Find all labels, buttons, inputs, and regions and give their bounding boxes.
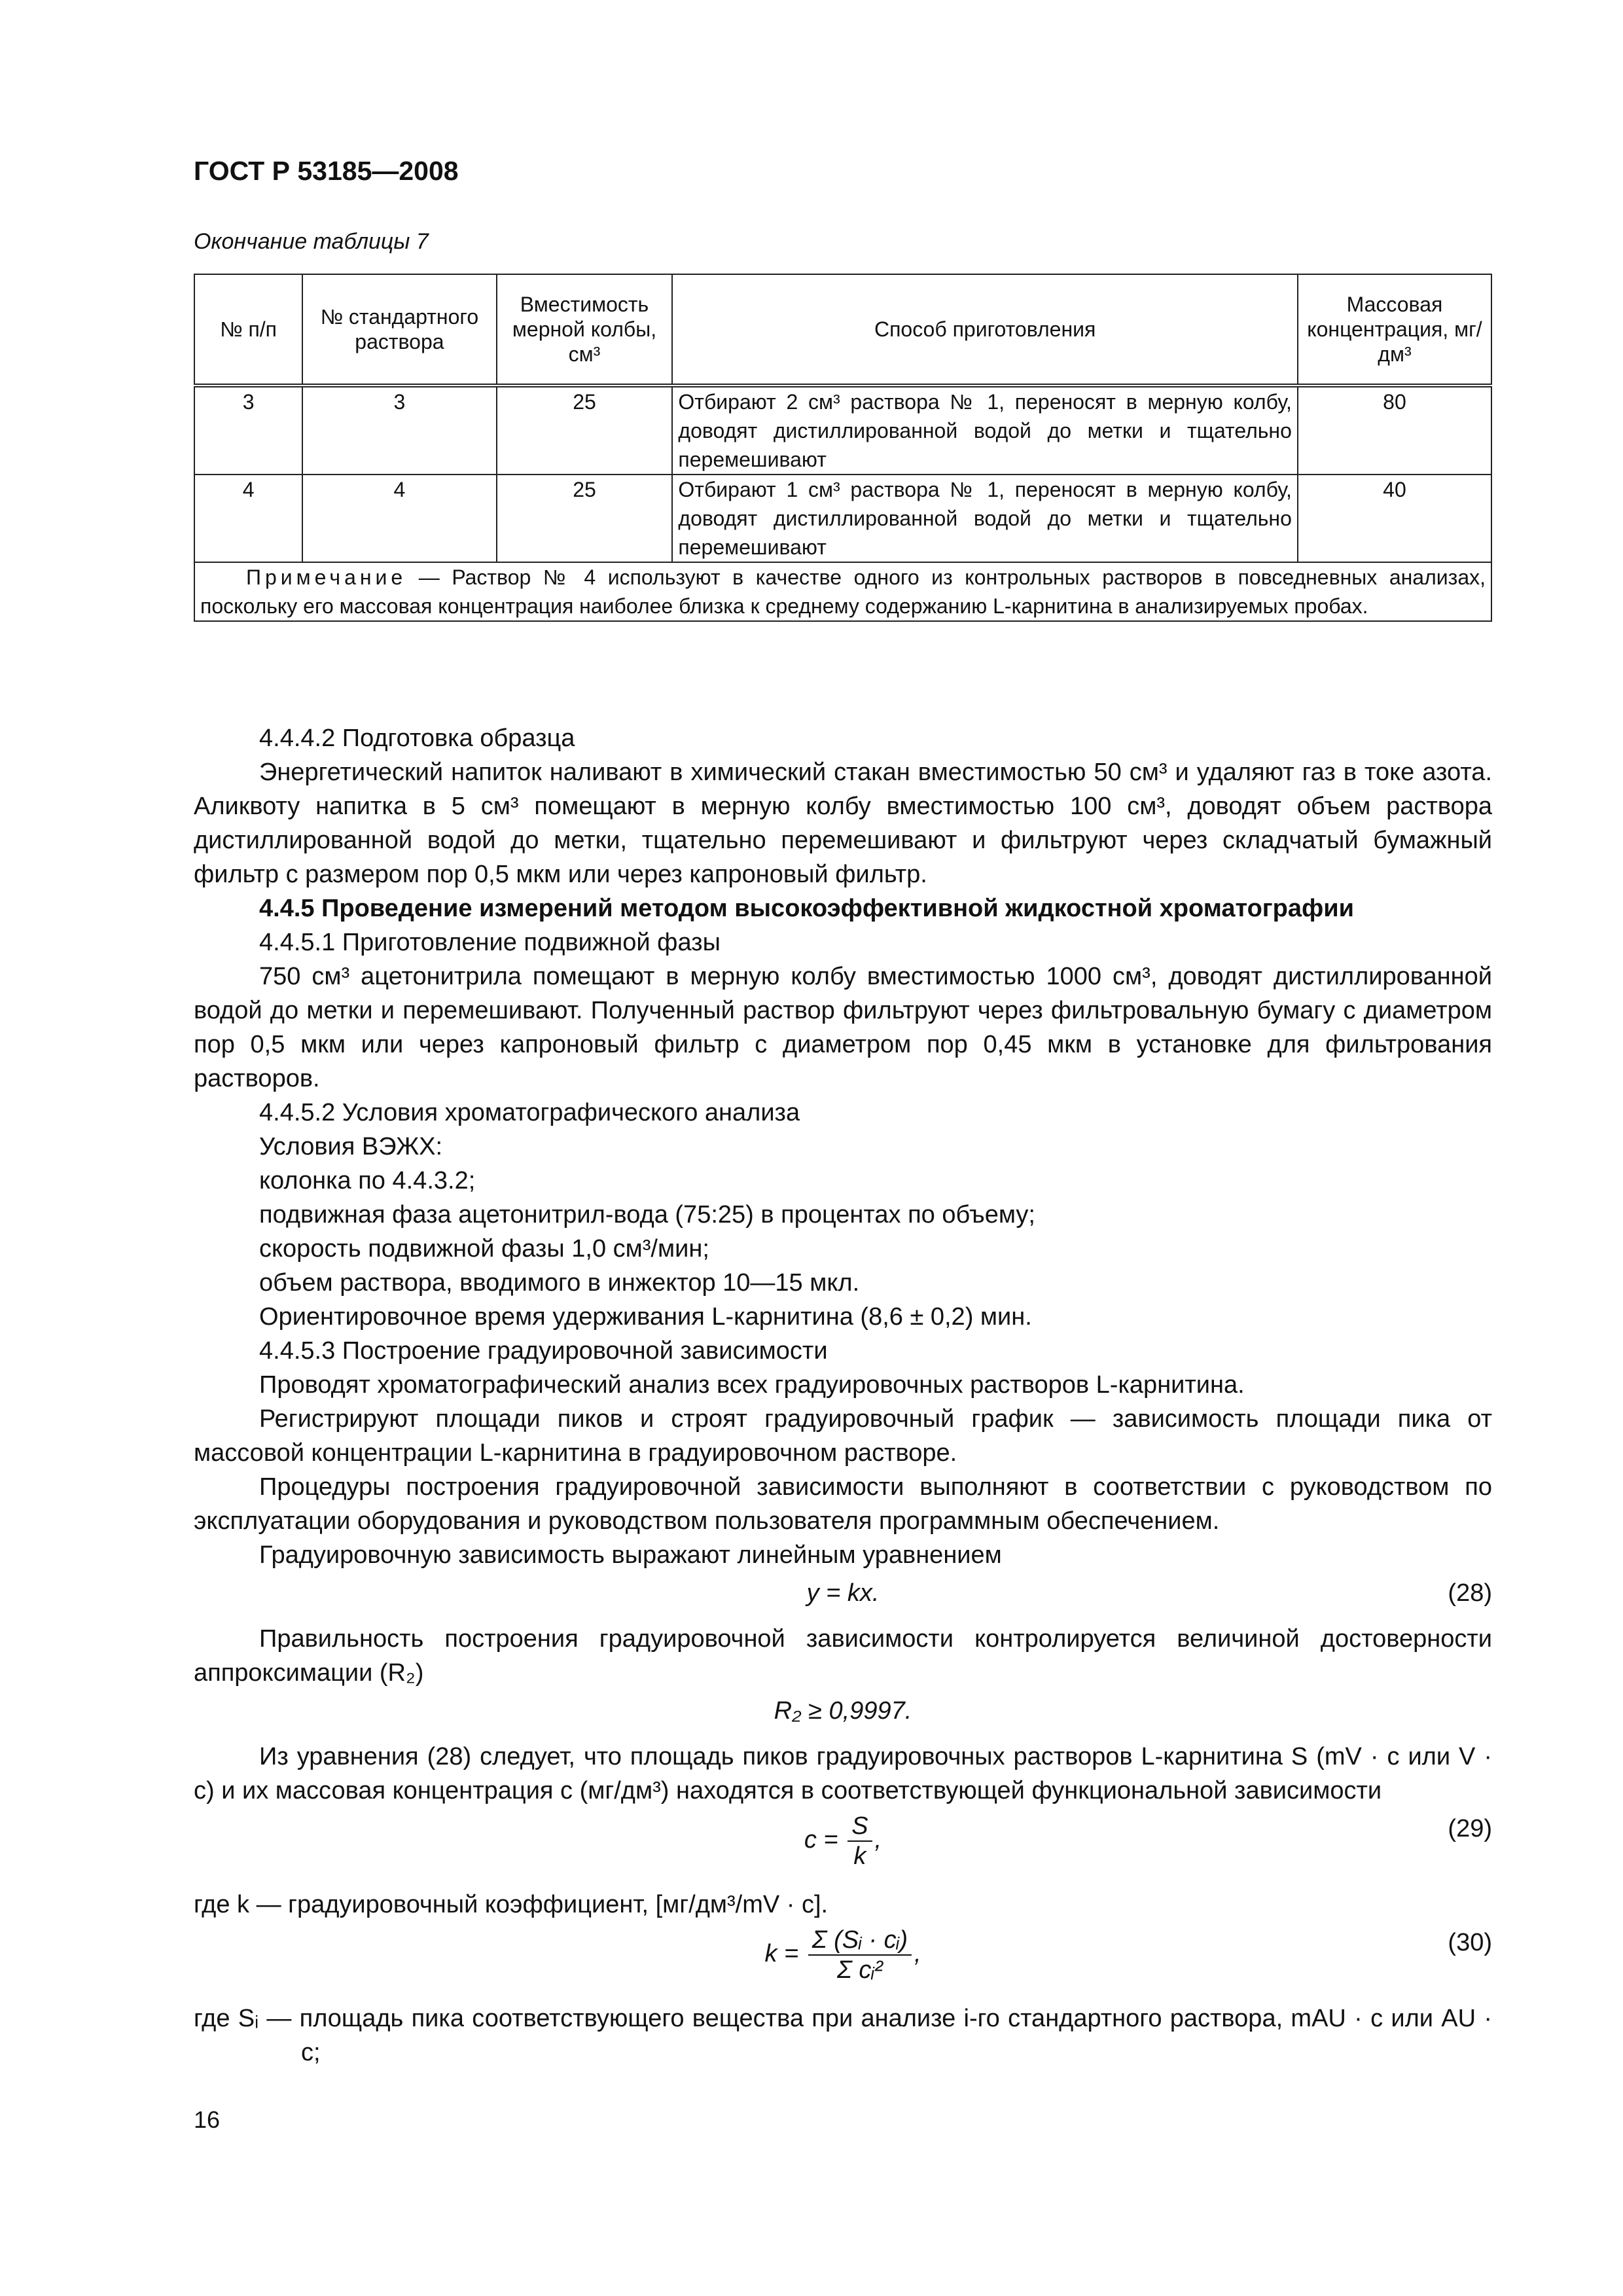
paragraph: Градуировочную зависимость выражают линейным уравнением [259,1541,1002,1569]
table-note-row [194,562,1491,621]
cell-method: Отбирают 1 см³ раствора № 1, переносят в мерную колбу, доводят дистиллированной водой до метки и тщательно перемешивают [672,475,1297,562]
paragraph: Из уравнения (28) следует, что площадь пиков градуировочных растворов L-карнитина S (mV · с или V · с) и их массовая концентрация c (мг/дм³) находятся в соответствующей функциональной зависимости [194,1743,1492,1804]
fraction-numerator: S [847,1812,872,1842]
formula-expression: R₂ ≥ 0,9997. [774,1697,912,1725]
table-caption: Окончание таблицы 7 [194,229,429,254]
cell-mass: 40 [1298,475,1491,562]
document-title: ГОСТ Р 53185—2008 [194,156,459,186]
paragraph: Правильность построения градуировочной зависимости контролируется величиной достоверности аппроксимации (R₂) [194,1625,1492,1687]
list-item: объем раствора, вводимого в инжектор 10—15 мкл. [259,1269,860,1297]
list-item: колонка по 4.4.3.2; [259,1167,476,1194]
note-label: Примечание [246,565,407,589]
formula-expression [194,1812,1492,1871]
paragraph: 750 см³ ацетонитрила помещают в мерную колбу вместимостью 1000 см³, доводят дистиллированной водой до метки и перемешивают. Полученный раствор фильтруют через фильтровальную бумагу с диаметром пор 0,5 мкм или через капроновый фильтр с диаметром пор 0,45 мкм в установке для фильтрования растворов. [194,963,1492,1092]
list-item: подвижная фаза ацетонитрил-вода (75:25) в процентах по объему; [259,1201,1035,1229]
col-header-standard: № стандартного раствора [302,274,496,386]
paragraph: Проводят хроматографический анализ всех градуировочных растворов L-карнитина. [259,1371,1245,1399]
fraction-numerator: Σ (Sᵢ · cᵢ) [808,1926,912,1956]
cell-mass: 80 [1298,386,1491,475]
col-header-method: Способ приготовления [672,274,1297,386]
formula-lhs: c = [804,1826,838,1854]
note-text: — Раствор № 4 используют в качестве одного из контрольных растворов в повседневных анализах, поскольку его массовая концентрация наиболее близка к среднему содержанию L-карнитина в анализируемых пробах. [200,565,1486,618]
list-item: Ориентировочное время удерживания L-карнитина (8,6 ± 0,2) мин. [259,1303,1032,1331]
body-text [194,721,1492,2070]
formula-30 [194,1926,1492,1994]
formula-tail: , [874,1826,882,1854]
fraction [847,1812,872,1871]
formula-number: (29) [1448,1815,1492,1842]
section-heading: 4.4.4.2 Подготовка образца [259,725,575,752]
page-number: 16 [194,2106,221,2133]
fraction [808,1926,912,1984]
cell-number: 4 [194,475,302,562]
formula-expression: y = kx. [806,1579,880,1607]
col-header-volume: Вместимость мерной колбы, см³ [497,274,673,386]
formula-r2 [194,1694,1492,1732]
table-row [194,475,1491,562]
table-row [194,386,1491,475]
solutions-table [194,274,1492,622]
cell-volume: 25 [497,386,673,475]
formula-29 [194,1812,1492,1880]
table-note [194,562,1491,621]
cell-volume: 25 [497,475,673,562]
formula-lhs: k = [764,1940,799,1968]
paragraph: Энергетический напиток наливают в химический стакан вместимостью 50 см³ и удаляют газ в токе азота. Аликвоту напитка в 5 см³ помещают в мерную колбу вместимостью 100 см³, доводят объем раствора дистиллированной водой до метки, тщательно перемешивают и фильтруют через складчатый бумажный фильтр с размером пор 0,5 мкм или через капроновый фильтр. [194,759,1492,888]
formula-28 [194,1576,1492,1614]
paragraph: где Sᵢ — площадь пика соответствующего вещества при анализе i-го стандартного раствора, mAU · с или AU · с; [194,2005,1492,2066]
fraction-denominator: k [853,1842,866,1870]
formula-tail: , [914,1940,921,1968]
section-heading: 4.4.5.1 Приготовление подвижной фазы [259,929,721,956]
fraction-denominator: Σ cᵢ² [837,1956,883,1984]
cell-standard: 4 [302,475,496,562]
list-item: скорость подвижной фазы 1,0 см³/мин; [259,1235,709,1263]
formula-expression [194,1926,1492,1984]
cell-number: 3 [194,386,302,475]
paragraph: Регистрируют площади пиков и строят градуировочный график — зависимость площади пика от массовой концентрации L-карнитина в градуировочном растворе. [194,1405,1492,1467]
paragraph: где k — градуировочный коэффициент, [мг/дм³/mV · с]. [194,1891,829,1918]
col-header-number: № п/п [194,274,302,386]
cell-method: Отбирают 2 см³ раствора № 1, переносят в мерную колбу, доводят дистиллированной водой до метки и тщательно перемешивают [672,386,1297,475]
section-heading-bold: 4.4.5 Проведение измерений методом высокоэффективной жидкостной хроматографии [259,895,1354,922]
section-heading: 4.4.5.2 Условия хроматографического анализа [259,1099,800,1126]
section-heading: 4.4.5.3 Построение градуировочной зависимости [259,1337,828,1365]
table-header-row [194,274,1491,386]
cell-standard: 3 [302,386,496,475]
formula-number: (28) [1448,1579,1492,1607]
formula-number: (30) [1448,1929,1492,1956]
col-header-mass: Массовая концентрация, мг/дм³ [1298,274,1491,386]
paragraph: Процедуры построения градуировочной зависимости выполняют в соответствии с руководством по эксплуатации оборудования и руководством пользователя программным обеспечением. [194,1473,1492,1535]
list-item: Условия ВЭЖХ: [259,1133,443,1160]
